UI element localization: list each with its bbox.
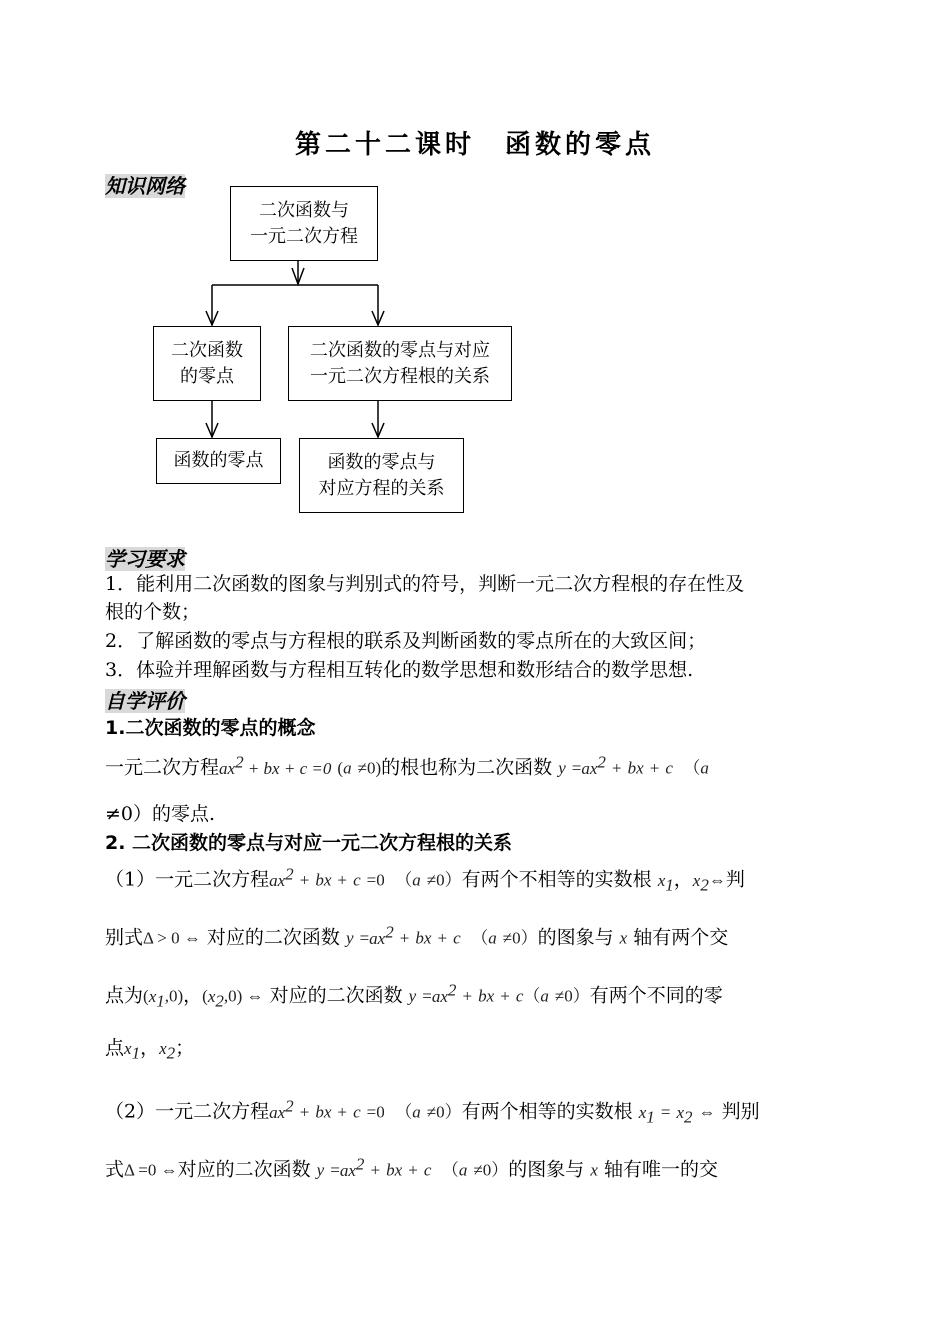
item2-p1-line4: 点$x_1$，$x_2$；: [105, 1037, 195, 1063]
item2-p2-line2: 式Δ =0 ⇔对应的二次函数 $y =ax^2$ + bx + c （a ≠0）的图象与 x 轴有唯一的交: [105, 1154, 718, 1181]
page-title: 第二十二课时 函数的零点: [294, 130, 655, 160]
diagram-right-bottom-box: 函数的零点与 对应方程的关系: [299, 438, 464, 513]
flow-connectors: [0, 0, 950, 540]
requirement-line: 根的个数；: [105, 601, 201, 623]
section-network: 知识网络: [105, 174, 185, 198]
requirement-line: 1．能利用二次函数的图象与判别式的符号，判断一元二次方程根的存在性及: [105, 573, 745, 595]
item1-text-cont: ≠0）的零点.: [105, 803, 216, 825]
diagram-top-box: 二次函数与 一元二次方程: [230, 186, 378, 261]
section-requirements: 学习要求: [105, 547, 185, 571]
diagram-right-mid-box: 二次函数的零点与对应 一元二次方程根的关系: [288, 326, 512, 401]
item1-heading: 1.二次函数的零点的概念: [105, 717, 316, 739]
requirement-line: 3．体验并理解函数与方程相互转化的数学思想和数形结合的数学思想.: [105, 659, 694, 681]
item1-text: 一元二次方程$ax^2$ + bx + c =0 (a ≠0)的根也称为二次函数 $y =ax^2$ + bx + c （a: [105, 752, 709, 779]
requirement-line: 2．了解函数的零点与方程根的联系及判断函数的零点所在的大致区间；: [105, 630, 707, 652]
item2-p1-line1: （1）一元二次方程$ax^2$ + bx + c =0 （a ≠0）有两个不相等的实数根 $x_1$，$x_2\Leftrightarrow$判: [105, 864, 745, 895]
item2-p1-line2: 别式Δ > 0 ⇔ 对应的二次函数 $y =ax^2$ + bx + c （a ≠0）的图象与 x 轴有两个交: [105, 922, 729, 949]
diagram-left-mid-box: 二次函数 的零点: [153, 326, 261, 401]
section-self-eval: 自学评价: [105, 689, 185, 713]
item2-heading: 2. 二次函数的零点与对应一元二次方程根的关系: [105, 832, 513, 854]
diagram-left-bottom-box: 函数的零点: [156, 438, 281, 484]
item2-p2-line1: （2）一元二次方程$ax^2$ + bx + c =0 （a ≠0）有两个相等的实数根 $x_1 = x_2$ ⇔ 判别: [105, 1096, 760, 1127]
item2-p1-line3: 点为$(x_1,0)$，$(x_2,0)$ ⇔ 对应的二次函数 $y =ax^2$ + bx + c（a ≠0）有两个不同的零: [105, 980, 723, 1011]
